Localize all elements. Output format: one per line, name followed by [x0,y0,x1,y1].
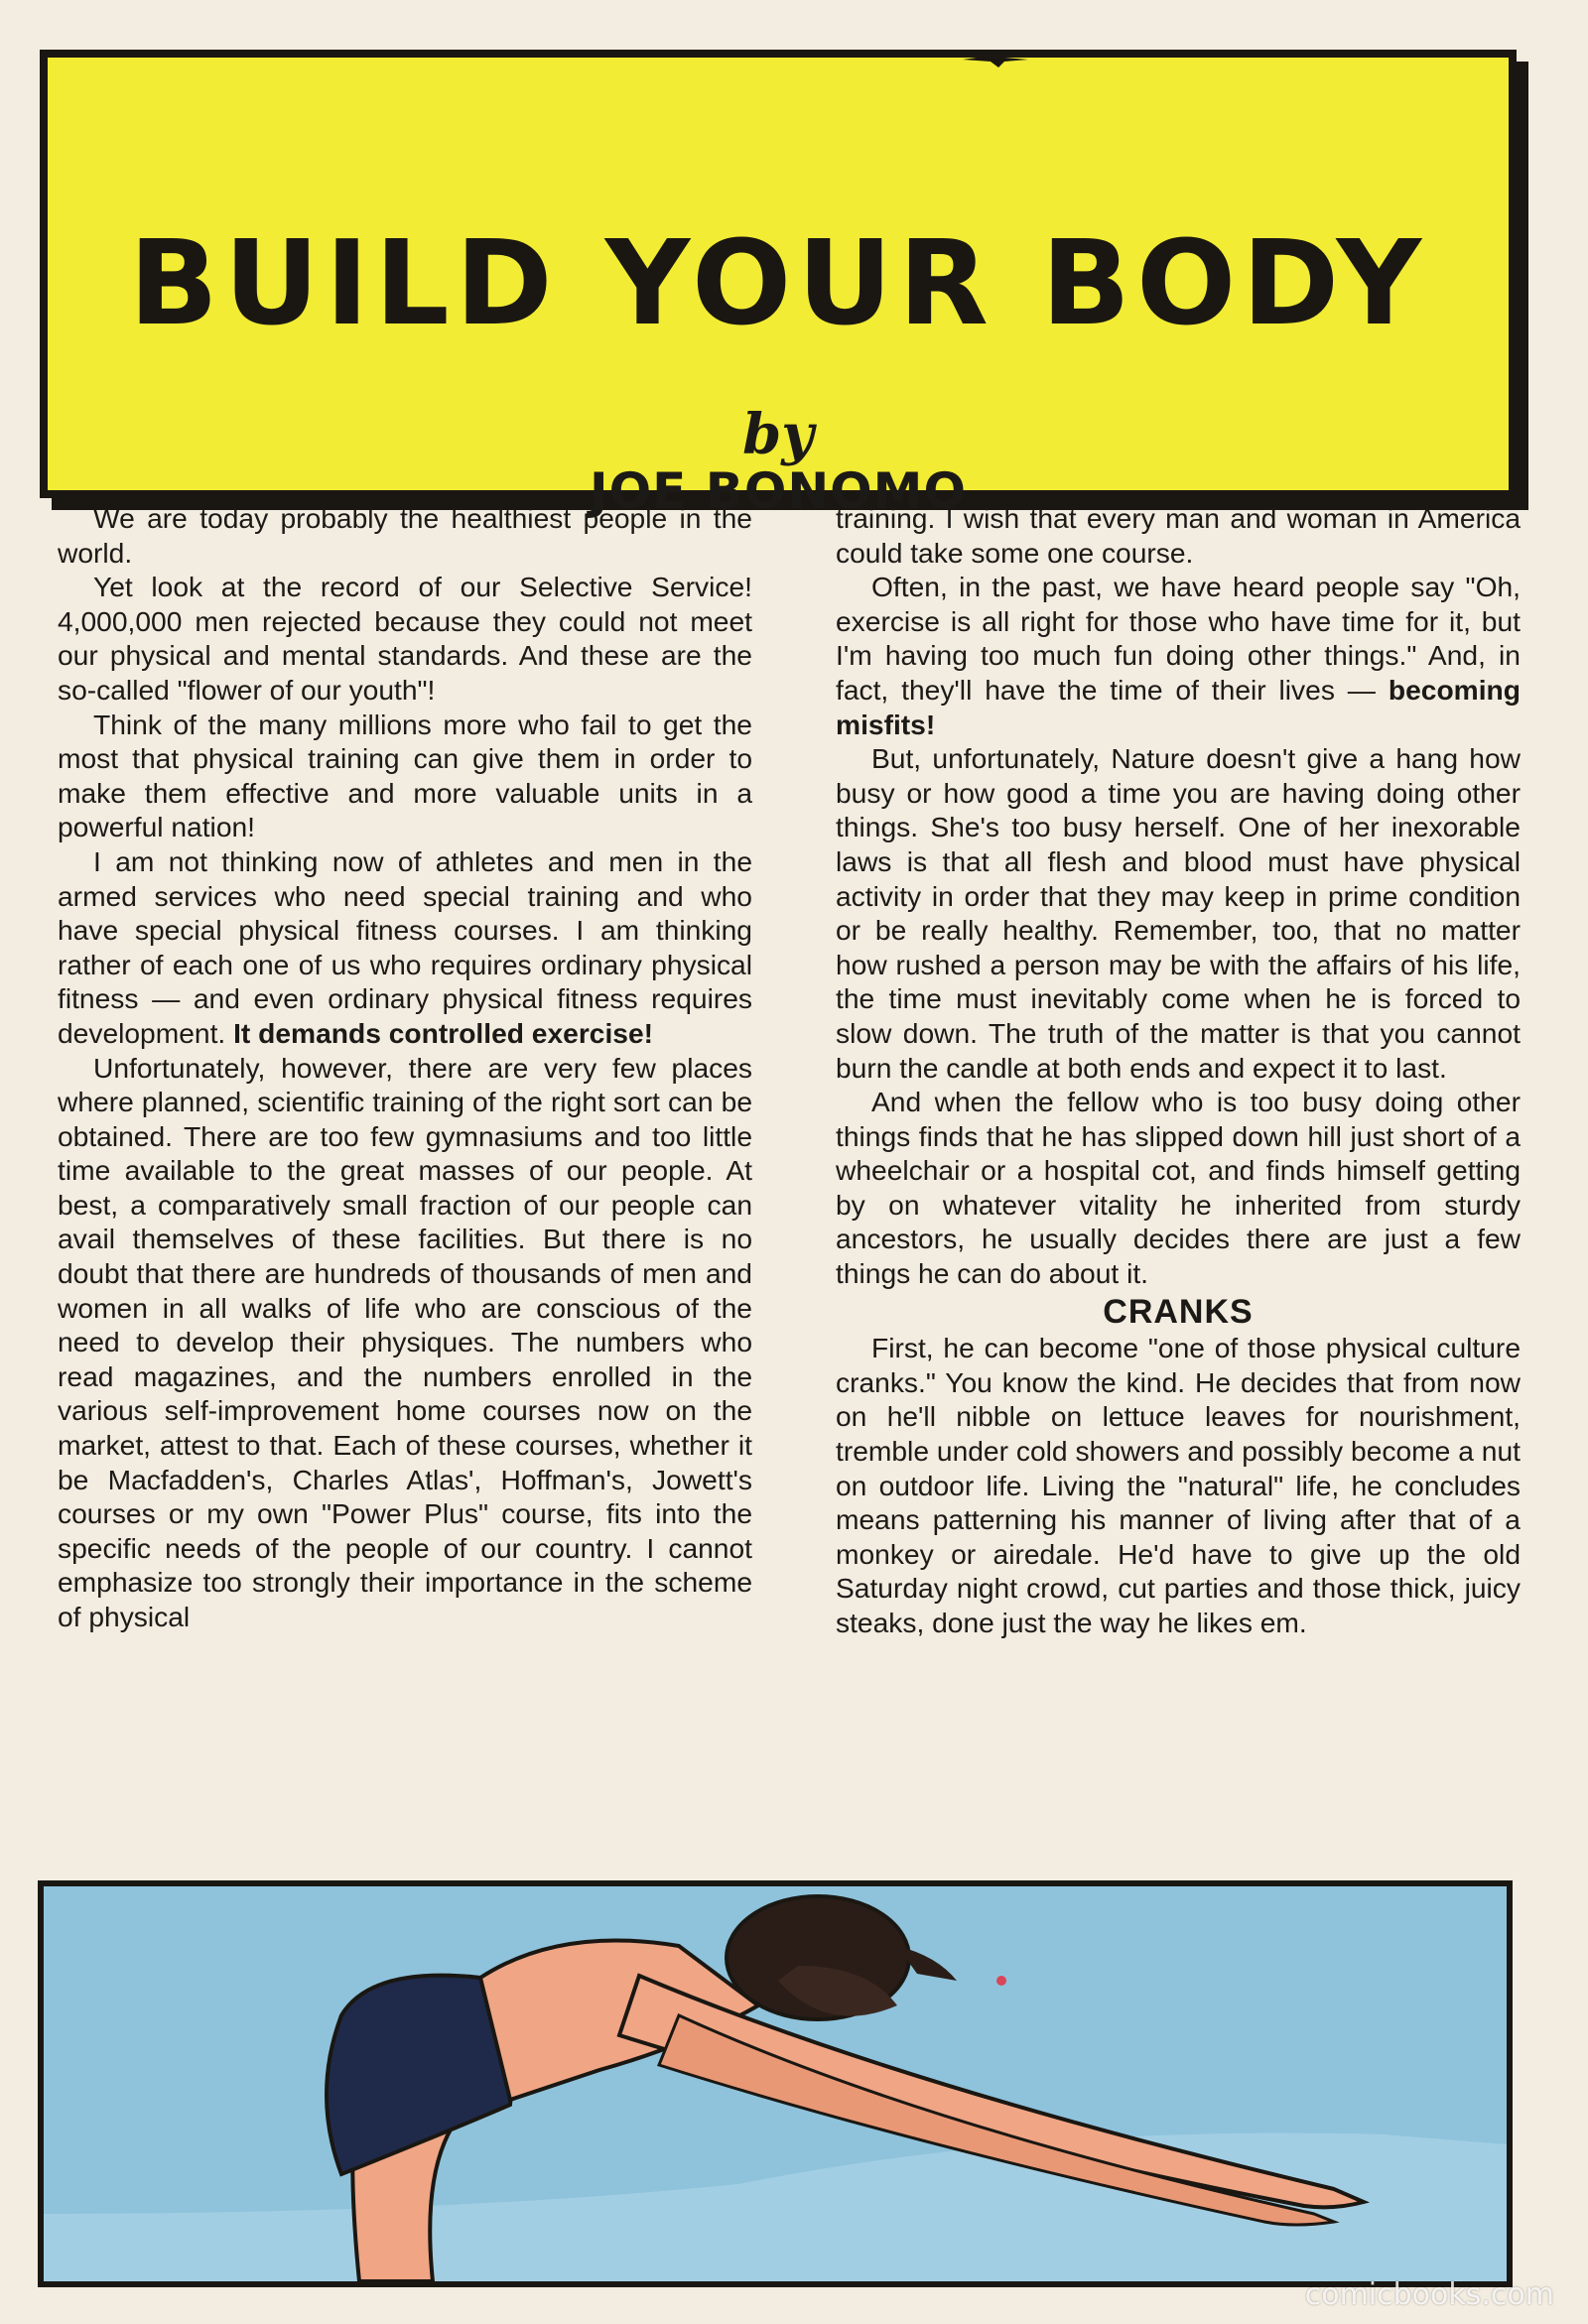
paragraph: training. I wish that every man and woman in America could take some one course. [836,502,1521,569]
byline-by: by [742,402,814,467]
paragraph: Think of the many millions more who fail to get the most that physical training can give them in order to make them effective and more valuable units in a powerful nation! [58,708,752,843]
paragraph: Unfortunately, however, there are very few places where planned, scientific training of the right sort can be obtained. There are too few gymnasiums and too little time available to the great masses of our people. At best, a comparatively small fraction of our people can avail themselves of these facilities. But there is no doubt that there are hundreds of thousands of men and women in all walks of life who are conscious of the need to develop their physiques. The numbers who read magazines, and the numbers enrolled in the various self-improvement home courses now on the market, attest to that. Each of these courses, whether it be Macfadden's, Charles Atlas', Hoffman's, Jowett's courses or my own "Power Plus" course, fits into the specific needs of the people of our country. I cannot emphasize too strongly their importance in the scheme of physical [58,1051,752,1632]
emphasis-text: becoming misfits! [836,673,1521,740]
paragraph: Yet look at the record of our Selective Service! 4,000,000 men rejected because they could not meet our physical and mental standards. And these are the so-called "flower of our youth"! [58,571,752,706]
watermark-text: comicbooks.com [1304,2277,1554,2312]
title-banner [40,50,1517,520]
paragraph: And when the fellow who is too busy doing other things finds that he has slipped down hill just short of a wheelchair or a hospital cot, and finds himself getting by on whatever vitality he inherited from sturdy ancestors, he usually decides there are just a few things he can do about it. [836,1086,1521,1290]
section-heading: CRANKS [1103,1292,1254,1331]
paragraph: We are today probably the healthiest people in the world. [58,502,752,569]
article-column-left [58,501,752,1634]
paragraph [58,844,752,1051]
paragraph [836,570,1521,741]
paragraph-text: Often, in the past, we have heard people say "Oh, exercise is all right for those who have time for it, but I'm having too much fun doing other things." And, in fact, they'll have the time of their lives — [836,571,1521,706]
emphasis-text: It demands controlled exercise! [233,1016,654,1049]
article-column-right [836,501,1521,1640]
ink-mark-icon [961,48,1030,69]
paragraph: First, he can become "one of those physical culture cranks." You know the kind. He decides that from now on he'll nibble on lettuce leaves for nourishment, tremble under cold showers and possibly become a nut on outdoor life. Living the "natural" life, he concludes means patterning his manner of living after that of a monkey or airedale. He'd have to give up the old Saturday night crowd, cut parties and those thick, juicy steaks, done just the way he likes em. [836,1332,1521,1638]
paragraph-text: I am not thinking now of athletes and men in the armed services who need special training and who have special physical fitness courses. I am thinking rather of each one of us who requires ordinary physical fitness — and even ordinary physical fitness requires development. [58,844,752,1049]
paragraph: But, unfortunately, Nature doesn't give a hang how busy or how good a time you are having doing other things. She's too busy herself. One of her inexorable laws is that all flesh and blood must have physical activity in order that they may keep in prime condition or be really healthy. Remember, too, that no matter how rushed a person may be with the affairs of his life, the time must inevitably come when he is forced to slow down. The truth of the matter is that you cannot burn the candle at both ends and expect it to last. [836,742,1521,1084]
illustration-panel [38,1880,1513,2287]
article-title: BUILD YOUR BODY [128,214,1428,351]
man-stretching-illustration [44,1886,1507,2281]
byline-author: JOE BONOMO [590,462,967,520]
